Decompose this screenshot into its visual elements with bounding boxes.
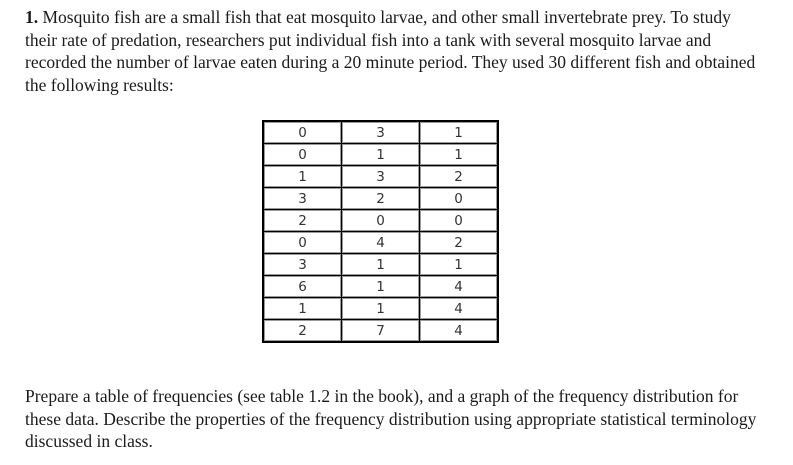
table-cell: 4 <box>420 276 498 298</box>
table-row <box>264 188 498 210</box>
table-cell: 1 <box>342 298 420 320</box>
table-cell: 0 <box>264 144 342 166</box>
table-cell: 1 <box>264 166 342 188</box>
table-cell: 2 <box>264 320 342 342</box>
table-cell: 0 <box>420 188 498 210</box>
table-cell: 0 <box>420 210 498 232</box>
table-row <box>264 232 498 254</box>
table-cell: 2 <box>420 232 498 254</box>
table-cell: 3 <box>264 188 342 210</box>
table-cell: 3 <box>342 122 420 144</box>
question-number: 1. <box>25 7 39 27</box>
table-row <box>264 254 498 276</box>
table-cell: 0 <box>342 210 420 232</box>
table-row <box>264 166 498 188</box>
table-row <box>264 276 498 298</box>
table-cell: 4 <box>420 298 498 320</box>
table-cell: 2 <box>420 166 498 188</box>
table-cell: 4 <box>420 320 498 342</box>
table-row <box>264 320 498 342</box>
question-intro-text: Mosquito fish are a small fish that eat mosquito larvae, and other small invertebrate prey. To study their rate of predation, researchers put individual fish into a tank with several mosquito larvae and recorded the number of larvae eaten during a 20 minute period. They used 30 different fish and obtained the following results: <box>25 7 756 95</box>
table-cell: 2 <box>342 188 420 210</box>
table-cell: 4 <box>342 232 420 254</box>
table-cell: 1 <box>342 254 420 276</box>
table-row <box>264 144 498 166</box>
table-row <box>264 298 498 320</box>
instructions-paragraph: Prepare a table of frequencies (see table 1.2 in the book), and a graph of the frequency distribution for these data. Describe the properties of the frequency distribution using appropriate statistical terminology discussed in class. <box>25 386 757 451</box>
table-row <box>264 122 498 144</box>
table-cell: 0 <box>264 232 342 254</box>
table-cell: 1 <box>420 122 498 144</box>
question-intro-paragraph <box>25 6 765 96</box>
table-cell: 1 <box>420 144 498 166</box>
table-row <box>264 210 498 232</box>
table-cell: 3 <box>342 166 420 188</box>
table-cell: 1 <box>264 298 342 320</box>
larvae-eaten-data-table <box>263 121 498 342</box>
table-cell: 2 <box>264 210 342 232</box>
table-cell: 1 <box>342 144 420 166</box>
table-cell: 7 <box>342 320 420 342</box>
table-cell: 3 <box>264 254 342 276</box>
table-cell: 1 <box>420 254 498 276</box>
table-cell: 6 <box>264 276 342 298</box>
table-cell: 1 <box>342 276 420 298</box>
table-cell: 0 <box>264 122 342 144</box>
